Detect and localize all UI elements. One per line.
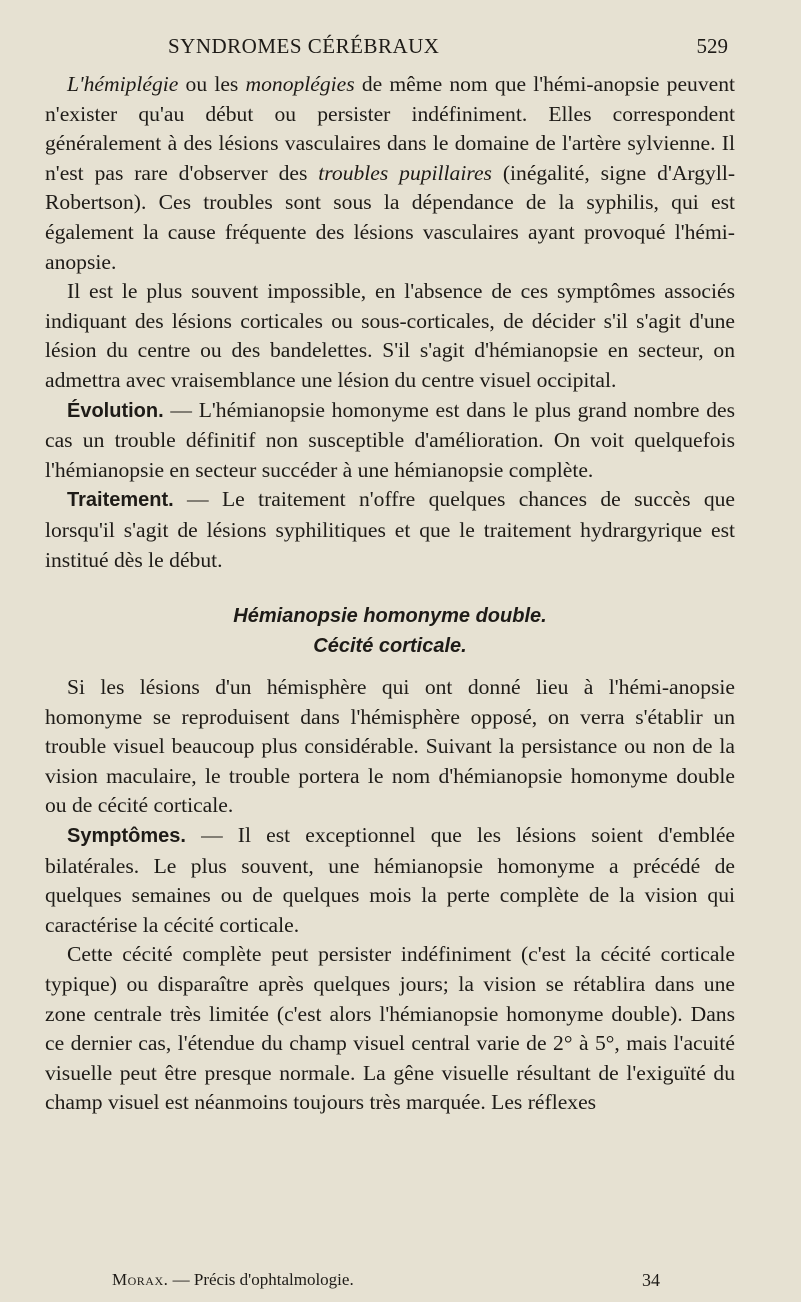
footer-book-title: — Précis d'ophtalmologie.: [168, 1270, 354, 1289]
section-heading-line-2: Cécité corticale.: [313, 635, 467, 658]
section-heading-line-1: Hémianopsie homonyme double.: [233, 605, 547, 628]
italic-term: troubles pupillaires: [318, 160, 492, 185]
text-run: de même nom que l'hémi-anopsie peuvent n'exister qu'au début ou persister indéfiniment. Elles correspondent généralement à des lésions vasculaires dans le domaine de l'artère sylvienne. Il n'est pas rare d'observer des: [45, 72, 735, 185]
text-run: (inégalité, signe d'Argyll-Robertson). Ces troubles sont sous la dépendance de la syphilis, qui est également la cause fréquente des lésions vasculaires ayant provoqué l'hémi-anopsie.: [45, 160, 736, 274]
run-in-heading-traitement: Traitement.: [67, 489, 174, 512]
text-run: ou les: [178, 72, 246, 96]
italic-term: monoplégies: [245, 72, 355, 96]
paragraph-cecite-complete: Cette cécité complète peut persister indéfiniment (c'est la cécité corticale typique) ou disparaître après quelques jours; la vision se rétablira dans une zone centrale très limitée (c'est alors l'hémianopsie homonyme double). Dans ce dernier cas, l'étendue du champ visuel central varie de 2° à 5°, mais l'acuité visuelle peut être presque normale. La gêne visuelle résultant de l'exiguïté du champ visuel est néanmoins toujours très marquée. Les réflexes: [45, 942, 735, 1115]
body-text: [45, 70, 735, 1118]
run-in-heading-symptomes: Symptômes.: [67, 825, 186, 848]
page-footer: [112, 1270, 672, 1294]
text-run: — Le traitement n'offre quelques chances de succès que lorsqu'il s'agit de lésions syphilitiques et que le traitement hydrargyrique est institué dès le début.: [45, 487, 735, 572]
paragraph-intro-cecite: Si les lésions d'un hémisphère qui ont donné lieu à l'hémi-anopsie homonyme se reproduisent dans l'hémisphère opposé, on verra s'établir un trouble visuel beaucoup plus considérable. Suivant la persistance ou non de la vision maculaire, le trouble portera le nom d'hémianopsie homonyme double ou de cécité corticale.: [45, 675, 735, 818]
running-title: SYNDROMES CÉRÉBRAUX: [168, 34, 440, 58]
text-run: — L'hémianopsie homonyme est dans le plus grand nombre des cas un trouble définitif non susceptible d'amélioration. On voit quelquefois l'hémianopsie en secteur succéder à une hémianopsie complète.: [45, 397, 735, 482]
section-heading: [45, 601, 735, 661]
run-in-heading-evolution: Évolution.: [67, 399, 164, 422]
paragraph-evolution: [45, 396, 735, 486]
page-header: [168, 34, 728, 68]
paragraph-diagnostic: Il est le plus souvent impossible, en l'absence de ces symptômes associés indiquant des lésions corticales ou sous-corticales, de décider s'il s'agit d'une lésion du centre ou des bandelettes. S'il s'agit d'hémianopsie en secteur, on admettra avec vraisemblance une lésion du centre visuel occipital.: [45, 279, 735, 392]
paragraph-hemiplegie: [45, 70, 735, 277]
footer-author: Morax.: [112, 1270, 169, 1289]
paragraph-symptomes: [45, 821, 735, 940]
italic-term: L'hémiplégie: [67, 72, 179, 96]
paragraph-traitement: [45, 485, 735, 575]
page-number: 529: [696, 34, 728, 58]
text-run: — Il est exceptionnel que les lésions soient d'emblée bilatérales. Le plus souvent, une hémianopsie homonyme a précédé de quelques semaines ou de quelques mois la perte complète de la vision qui caractérise la cécité corticale.: [45, 823, 735, 937]
signature-mark: 34: [642, 1270, 660, 1290]
